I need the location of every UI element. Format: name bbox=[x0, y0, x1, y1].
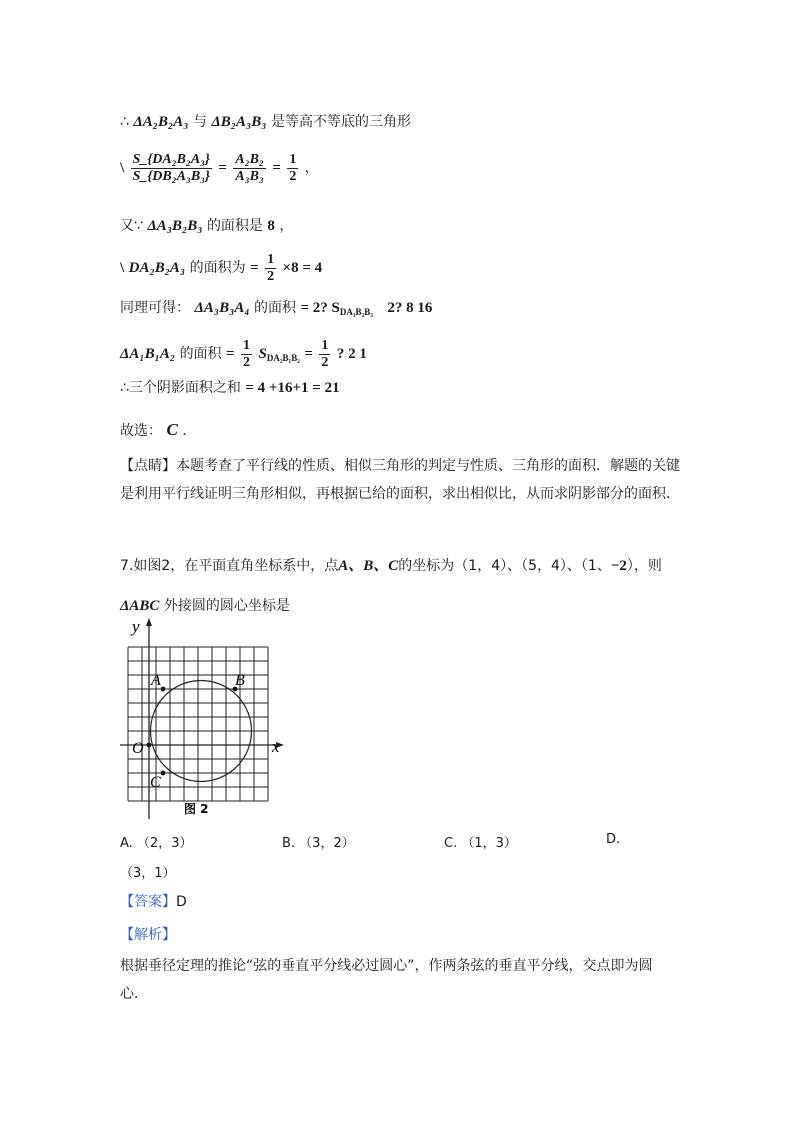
line-4-fraction: $\frac{1}{2}$ bbox=[267, 251, 275, 284]
answer-value: D bbox=[176, 894, 187, 910]
label-b: B bbox=[235, 672, 245, 689]
side-ratio-fraction: $\frac{\text{A₂B₂}}{\text{A₃B₃}}$ bbox=[235, 151, 264, 184]
line-2-ratio: \ $\frac{\text{S\_\{DA₂B₂A₃\}}}{\text{S\_\{DB₂A₃B₃\}}}$ = $\frac{\text{A₂B₂}}{\text{A₃B₃}}$ = $\frac{1}{2}$ ， bbox=[120, 151, 319, 184]
coordinate-figure bbox=[118, 614, 288, 824]
point-a bbox=[161, 687, 166, 692]
comment-text: 本题考查了平行线的性质、相似三角形的判定与性质、三角形的面积．解题的关键是利用平行线证明三角形相似，再根据已给的面积，求出相似比，从而求阴影部分的面积． bbox=[120, 458, 680, 502]
triangle-a3b3a4: ΔA₃B₃A₄ bbox=[194, 300, 250, 316]
line-5: 同理可得： ΔA₃B₃A₄ 的面积 = 2? $S_{DA_3B_2B_3}$ 2? 8 16 bbox=[120, 300, 433, 317]
option-c: C. （1，3） bbox=[444, 836, 517, 851]
triangle-b2a3b3: ΔB₂A₃B₃ bbox=[211, 114, 267, 130]
triangle-a2b2a3-area: DA₂B₂A₃ bbox=[128, 260, 186, 276]
point-labels: A、B、C bbox=[338, 558, 399, 574]
analysis-tag-line bbox=[120, 925, 176, 945]
answer-tag: 【答案】 bbox=[120, 894, 176, 910]
analysis-text: 根据垂径定理的推论“弦的垂直平分线必过圆心”，作两条弦的垂直平分线，交点即为圆心． bbox=[120, 958, 653, 1002]
triangle-a1b1a2: ΔA₁B₁A₂ bbox=[120, 346, 176, 362]
line-1 bbox=[120, 112, 411, 132]
therefore-symbol: ∴ bbox=[120, 114, 129, 130]
figure-caption: 图 2 bbox=[184, 802, 209, 816]
origin-label: O bbox=[132, 740, 144, 757]
line-3: 又∵ ΔA₃B₂B₃ 的面积是 8 ， bbox=[120, 218, 294, 234]
line-6: ΔA₁B₁A₂ 的面积 = $\frac{1}{2}$ $S_{DA_2B_1B_2}$ = $\frac{1}{2}$ ? 2 1 bbox=[120, 337, 367, 370]
half-fraction: $\frac{1}{2}$ bbox=[289, 151, 297, 184]
y-label: y bbox=[132, 617, 140, 636]
sum-expression: = 4 +16+1 = 21 bbox=[245, 380, 340, 396]
triangle-abc: ΔABC bbox=[120, 598, 160, 614]
analysis-tag: 【解析】 bbox=[120, 927, 176, 943]
triangle-a3b2b3: ΔA₃B₂B₃ bbox=[147, 218, 203, 234]
option-d-value: （3，1） bbox=[120, 866, 176, 881]
line-1-text: 是等高不等底的三角形 bbox=[270, 114, 411, 130]
label-c: C bbox=[150, 774, 161, 791]
line-6-fraction-1: $\frac{1}{2}$ bbox=[243, 337, 251, 370]
origin-point bbox=[147, 743, 152, 748]
line-7-sum: ∴三个阴影面积之和 = 4 +16+1 = 21 bbox=[120, 380, 340, 396]
with-text: 与 bbox=[192, 114, 207, 130]
question-7-line-2: ΔABC 外接圆的圆心坐标是 bbox=[120, 598, 290, 614]
option-b: B. （3，2） bbox=[282, 836, 355, 851]
chosen-answer: C bbox=[166, 420, 178, 439]
question-7-line-1: 7.如图2，在平面直角坐标系中，点A、B、C的坐标为（1，4）、（5，4）、（1、−2），则 bbox=[120, 558, 662, 574]
comment-tag: 【点睛】 bbox=[120, 458, 176, 474]
line-4: \ DA₂B₂A₃ 的面积为 = $\frac{1}{2}$ ×8 = 4 bbox=[120, 251, 323, 284]
comment-paragraph bbox=[120, 452, 680, 508]
point-c bbox=[161, 771, 166, 776]
y-axis-arrow-icon bbox=[146, 618, 152, 626]
label-a: A bbox=[151, 672, 161, 689]
line-8-choice: 故选： C ． bbox=[120, 420, 197, 439]
area-value-8: 8 bbox=[267, 218, 275, 234]
option-d: D. bbox=[606, 832, 621, 847]
line-2-prefix: \ bbox=[120, 160, 125, 176]
x-label: x bbox=[272, 737, 280, 756]
area-ratio-fraction: $\frac{\text{S\_\{DA₂B₂A₃\}}}{\text{S\_\{DB₂A₃B₃\}}}$ bbox=[132, 151, 210, 184]
line-6-fraction-2: $\frac{1}{2}$ bbox=[321, 337, 329, 370]
triangle-a2b2a3: ΔA₂B₂A₃ bbox=[133, 114, 189, 130]
answer-line bbox=[120, 892, 187, 912]
option-a: A. （2，3） bbox=[120, 836, 193, 851]
